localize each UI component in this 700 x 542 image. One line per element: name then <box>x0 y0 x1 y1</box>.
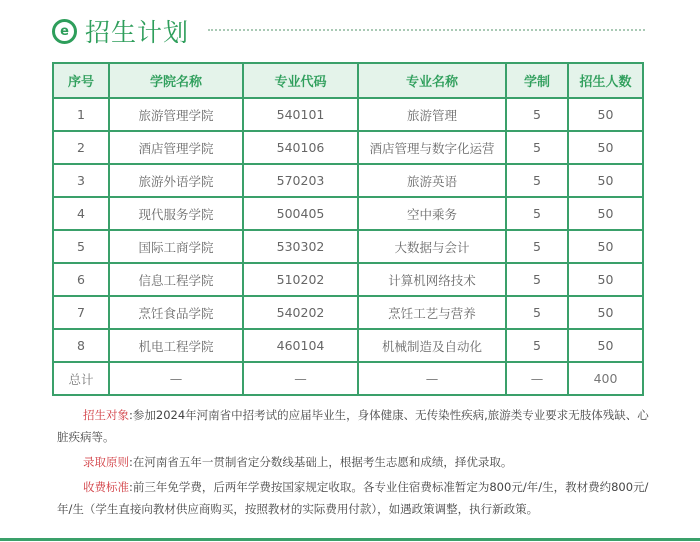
cell-major-name: 大数据与会计 <box>358 230 506 263</box>
cell-major-name: 酒店管理与数字化运营 <box>358 131 506 164</box>
cell-enrollment: 50 <box>568 230 643 263</box>
cell-major-name: 空中乘务 <box>358 197 506 230</box>
section-title: 招生计划 <box>85 18 190 47</box>
cell-duration: 5 <box>506 296 568 329</box>
total-label: 总计 <box>53 362 109 395</box>
cell-college: 现代服务学院 <box>109 197 243 230</box>
note-label: 招生对象 <box>83 408 129 422</box>
column-header-college: 学院名称 <box>109 63 243 98</box>
cell-college: 旅游外语学院 <box>109 164 243 197</box>
cell-major-code: 460104 <box>243 329 358 362</box>
enrollment-plan-table <box>52 62 644 396</box>
table-row <box>53 329 643 362</box>
section-header <box>52 14 189 48</box>
cell-college: 信息工程学院 <box>109 263 243 296</box>
table-row <box>53 98 643 131</box>
cell-index: 3 <box>53 164 109 197</box>
note-text: :前三年免学费，后两年学费按国家规定收取。各专业住宿费标准暂定为800元/年/生，教材费约800元/年/生（学生直接向教材供应商购买，按照教材的实际费用付款），如遇政策调整，执行新政策。 <box>57 480 649 516</box>
note-label: 录取原则 <box>83 455 129 469</box>
total-major-code: — <box>243 362 358 395</box>
cell-major-code: 500405 <box>243 197 358 230</box>
cell-college: 国际工商学院 <box>109 230 243 263</box>
cell-college: 旅游管理学院 <box>109 98 243 131</box>
note-text: :参加2024年河南省中招考试的应届毕业生，身体健康、无传染性疾病,旅游类专业要求无肢体残缺、心脏疾病等。 <box>57 408 649 444</box>
column-header-index: 序号 <box>53 63 109 98</box>
total-duration: — <box>506 362 568 395</box>
table-row <box>53 296 643 329</box>
cell-enrollment: 50 <box>568 296 643 329</box>
column-header-major-name: 专业名称 <box>358 63 506 98</box>
total-enrollment: 400 <box>568 362 643 395</box>
note-label: 收费标准 <box>83 480 129 494</box>
cell-major-code: 540101 <box>243 98 358 131</box>
total-major-name: — <box>358 362 506 395</box>
cell-duration: 5 <box>506 164 568 197</box>
cell-enrollment: 50 <box>568 263 643 296</box>
column-header-major-code: 专业代码 <box>243 63 358 98</box>
note-admission-principle <box>57 451 657 473</box>
cell-major-name: 旅游管理 <box>358 98 506 131</box>
bottom-divider <box>0 538 700 541</box>
cell-enrollment: 50 <box>568 329 643 362</box>
cell-index: 7 <box>53 296 109 329</box>
cell-duration: 5 <box>506 131 568 164</box>
cell-major-code: 530302 <box>243 230 358 263</box>
cell-major-code: 540202 <box>243 296 358 329</box>
cell-major-code: 540106 <box>243 131 358 164</box>
cell-college: 烹饪食品学院 <box>109 296 243 329</box>
cell-enrollment: 50 <box>568 131 643 164</box>
table-row <box>53 197 643 230</box>
table-total-row <box>53 362 643 395</box>
cell-index: 5 <box>53 230 109 263</box>
cell-major-name: 计算机网络技术 <box>358 263 506 296</box>
note-text: :在河南省五年一贯制省定分数线基础上，根据考生志愿和成绩，择优录取。 <box>129 455 513 469</box>
cell-duration: 5 <box>506 98 568 131</box>
note-enrollment-target <box>57 404 657 448</box>
cell-duration: 5 <box>506 197 568 230</box>
total-college: — <box>109 362 243 395</box>
dotted-divider <box>208 29 645 31</box>
table-header-row <box>53 63 643 98</box>
cell-enrollment: 50 <box>568 164 643 197</box>
cell-duration: 5 <box>506 230 568 263</box>
cell-major-code: 510202 <box>243 263 358 296</box>
cell-duration: 5 <box>506 263 568 296</box>
cell-index: 2 <box>53 131 109 164</box>
cell-index: 8 <box>53 329 109 362</box>
table-row <box>53 131 643 164</box>
cell-major-name: 烹饪工艺与营养 <box>358 296 506 329</box>
e-logo-circle-icon: e <box>52 19 77 44</box>
table-row <box>53 230 643 263</box>
notes-section <box>57 404 657 523</box>
table-row <box>53 263 643 296</box>
cell-major-name: 旅游英语 <box>358 164 506 197</box>
cell-index: 6 <box>53 263 109 296</box>
cell-college: 机电工程学院 <box>109 329 243 362</box>
cell-enrollment: 50 <box>568 197 643 230</box>
cell-major-name: 机械制造及自动化 <box>358 329 506 362</box>
cell-major-code: 570203 <box>243 164 358 197</box>
column-header-duration: 学制 <box>506 63 568 98</box>
cell-duration: 5 <box>506 329 568 362</box>
cell-index: 4 <box>53 197 109 230</box>
table-row <box>53 164 643 197</box>
cell-college: 酒店管理学院 <box>109 131 243 164</box>
column-header-enrollment: 招生人数 <box>568 63 643 98</box>
cell-enrollment: 50 <box>568 98 643 131</box>
note-fee-standard <box>57 476 657 520</box>
cell-index: 1 <box>53 98 109 131</box>
